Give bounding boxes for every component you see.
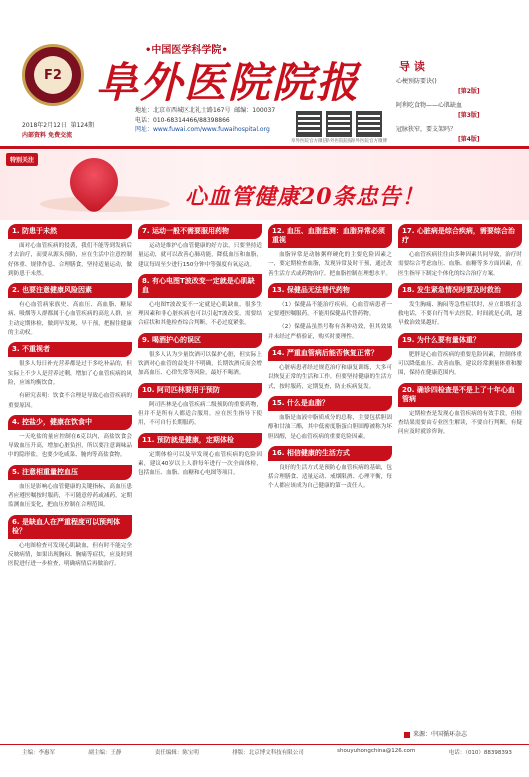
phone: 电话：010-68314466/88398866 bbox=[135, 116, 230, 124]
qr-label: 阜外医院官方微博 bbox=[351, 139, 387, 144]
section-heading: 13. 保健品无法替代药物 bbox=[268, 283, 392, 298]
section-heading: 9. 喝酒护心的误区 bbox=[138, 333, 262, 348]
section-paragraph: 心脏病患者经过规范治疗和康复训练，大多可以恢复正常的生活和工作，但要坚持健康的生活方式，按时服药，定期复查，防止疾病复发。 bbox=[268, 365, 392, 390]
section-heading: 15. 什么是血脂？ bbox=[268, 396, 392, 411]
section-heading: 17. 心脏病是综合疾病，需要综合治疗 bbox=[398, 224, 522, 248]
editor: 主编：李惠军 bbox=[22, 750, 56, 756]
qr-label: 阜外医院院报 bbox=[325, 139, 353, 144]
section-heading: 12. 血压、血脂监测：血脂异常必须重视 bbox=[268, 224, 392, 248]
section-paragraph: （1）保健品不能治疗疾病，心血管病患者一定要遵医嘱服药，不能用保健品代替药物。 bbox=[268, 301, 392, 318]
section-paragraph: 血压是影响心血管健康的关键指标，高血压患者应遵医嘱按时服药，不可随意停药或减药，定期监测血压变化，把血压控制在合理范围。 bbox=[8, 483, 132, 509]
column-1 bbox=[8, 224, 132, 574]
masthead bbox=[0, 0, 529, 145]
section-heading: 2. 也要注意健康风险因素 bbox=[8, 283, 132, 298]
section-paragraph: 血脂异常是动脉粥样硬化的主要危险因素之一，要定期检查血脂，发现异常及时干预，通过改善生活方式或药物治疗，把血脂控制在理想水平。 bbox=[268, 252, 392, 277]
footer bbox=[22, 748, 512, 756]
postcode: 邮编：100037 bbox=[234, 107, 276, 114]
toc-item[interactable]: 阿利吃食物——心肌缺血 bbox=[396, 102, 463, 109]
section-paragraph: 良好的生活方式是预防心血管疾病的基础，包括合理膳食、适量运动、戒烟限酒、心理平衡，每个人都应该成为自己健康的第一责任人。 bbox=[268, 464, 392, 490]
section-heading: 16. 相信健康的生活方式 bbox=[268, 446, 392, 461]
section-paragraph: 血脂是血液中脂质成分的总称，主要包括胆固醇和甘油三酯，其中低密度脂蛋白胆固醇被称为坏胆固醇，是心血管疾病的重要危险因素。 bbox=[268, 414, 392, 440]
section-heading: 8. 有心电图T波改变一定就是心肌缺血 bbox=[138, 274, 262, 298]
section-heading: 19. 为什么要有量体重？ bbox=[398, 333, 522, 348]
section-paragraph: 有心血管病家族史、高血压、高血脂、糖尿病、吸烟等人群都属于心血管疾病的高危人群，应主动定期体检，做到早发现、早干预，把握住健康的主动权。 bbox=[8, 302, 132, 337]
column-4 bbox=[398, 224, 522, 442]
issue-number: 第124期 bbox=[70, 122, 95, 129]
proofreader: 责任编辑：陈宝明 bbox=[154, 750, 199, 756]
toc-item[interactable]: 冠脉狭窄，要支架吗？ bbox=[396, 126, 457, 133]
toc-page-tag: [第2版] bbox=[458, 88, 480, 95]
section-heading: 18. 发生紧急情况时要及时救治 bbox=[398, 283, 522, 298]
section-heading: 10. 阿司匹林要用于预防 bbox=[138, 383, 262, 398]
section-paragraph: 一天吃盐的量应控制在6克以内，高盐饮食会导致血压升高，增加心脏负担，所以要注意调味品中的隐形盐，也要少吃咸菜、腌肉等高盐食物。 bbox=[8, 433, 132, 459]
footer-divider bbox=[0, 744, 529, 745]
masthead-divider bbox=[0, 146, 529, 149]
section-paragraph: 阿司匹林是心血管疾病二级预防的重要药物，但并不是所有人都适合服用，应在医生指导下使用，不可自行长期服药。 bbox=[138, 401, 262, 427]
section-paragraph: 定期检查是发现心血管疾病的有效手段，但检查结果需要由专业医生解读，不要自行判断，有疑问应及时就诊咨询。 bbox=[398, 410, 522, 436]
section-heading: 14. 严重血管病后能否恢复正常？ bbox=[268, 346, 392, 361]
feature-title: 心血管健康20条忠告！ bbox=[185, 184, 425, 210]
qr-code-icon bbox=[326, 111, 352, 137]
section-paragraph: 心电图检查可发现心肌缺血，但有时不能完全反映病情，如果出现胸闷、胸痛等症状，应及时到医院进行进一步检查，明确病情后再做治疗。 bbox=[8, 542, 132, 568]
newspaper-title: 阜外医院院报 bbox=[96, 58, 361, 107]
section-heading: 7. 运动一般不需要服用药物 bbox=[138, 224, 262, 239]
section-heading: 3. 不重视者 bbox=[8, 342, 132, 357]
qr-code-icon bbox=[356, 111, 382, 137]
section-paragraph: 有研究表明：饮食不合理是导致心血管疾病的重要原因。 bbox=[8, 393, 132, 409]
logo-mark: F2 bbox=[34, 56, 72, 94]
section-paragraph: 发生胸痛、胸闷等急性症状时，应立即拨打急救电话，不要自行驾车去医院，时间就是心肌，越早救治效果越好。 bbox=[398, 301, 522, 327]
section-paragraph: 肥胖是心血管疾病的重要危险因素，控制体重可以降低血压、改善血脂，建议经常测量体重和腰围，保持在健康范围内。 bbox=[398, 351, 522, 377]
section-paragraph: 很多人认为少量饮酒可以保护心脏，但实际上饮酒对心血管的益处并不明确，长期饮酒反而会增加高血压、心律失常等风险，最好不喝酒。 bbox=[138, 351, 262, 377]
address: 地址：北京市西城区北礼士路167号 bbox=[135, 107, 231, 114]
section-paragraph: 运动是维护心血管健康的好方法，只要坚持适量运动，就可以改善心肺功能，降低血压和血脂，建议每周至少进行150分钟中等强度有氧运动。 bbox=[138, 243, 262, 268]
toc-page-tag: [第3版] bbox=[458, 112, 480, 119]
layout-credit: 排版：北京博文科技有限公司 bbox=[232, 750, 304, 756]
section-heading: 5. 注意相重量控血压 bbox=[8, 465, 132, 480]
qr-code-icon bbox=[296, 111, 322, 137]
issue-info bbox=[22, 121, 94, 141]
footer-phone: 电话：（010）88398393 bbox=[448, 750, 512, 756]
section-heading: 6. 是缺血人在严重程度可以预判体检？ bbox=[8, 515, 132, 539]
qr-label: 阜外医院官方微信 bbox=[291, 139, 327, 144]
issue-date: 2018年2月12日 bbox=[22, 122, 67, 129]
section-heading: 11. 预防就是健康，定期体检 bbox=[138, 433, 262, 448]
column-2 bbox=[138, 224, 262, 482]
section-heading: 4. 控盐少，健康在饮食中 bbox=[8, 415, 132, 430]
section-paragraph: 定期体检可以及早发现心血管疾病的危险因素，建议40岁以上人群每年进行一次全面体检，包括血压、血脂、血糖和心电图等项目。 bbox=[138, 451, 262, 477]
section-heading: 1. 防患于未然 bbox=[8, 224, 132, 239]
column-3 bbox=[268, 224, 392, 496]
hospital-logo bbox=[22, 44, 84, 106]
section-paragraph: 心电图T波改变不一定就是心肌缺血，很多生理因素和非心脏疾病也可以引起T波改变，需要结合症状和其他检查综合判断，不必过度紧张。 bbox=[138, 301, 262, 327]
source-credit: 来源：中国循环杂志 bbox=[404, 729, 467, 738]
section-paragraph: （2）保健品虽然号称有各种功效，但其效果并未经过严格验证，购买时要理性。 bbox=[268, 324, 392, 340]
toc-page-tag: [第4版] bbox=[458, 136, 480, 143]
section-paragraph: 很多人每日补充营养都是过于多吃补品的，但实际上不少人是营养过剩，增加了心血管疾病的风险，应该均衡饮食。 bbox=[8, 361, 132, 386]
section-paragraph: 面对心血管疾病的侵袭，我们不能等到发病后才去治疗，而要从源头预防，应在生活中注意控制好体重、规律作息、合理膳食，坚持适量运动，做到防患于未然。 bbox=[8, 243, 132, 277]
toc-item[interactable]: 心梗预防要诀() bbox=[396, 78, 437, 85]
internal-note: 内部资料 免费交流 bbox=[22, 132, 73, 139]
website-link[interactable]: 网址：www.fuwai.com/www.fuwaihospital.org bbox=[135, 126, 270, 133]
contact-info bbox=[135, 106, 275, 135]
email[interactable]: shouyuhongchina@126.com bbox=[337, 748, 416, 754]
org-name: •中国医学科学院• bbox=[145, 45, 228, 56]
toc-title: 导 读 bbox=[399, 60, 425, 73]
section-paragraph: 心血管疾病往往由多种因素共同导致，治疗时需要综合考虑血压、血脂、血糖等多方面因素，在医生指导下制定个体化的综合治疗方案。 bbox=[398, 252, 522, 277]
section-heading: 20. 确诊四检查是不是上了十年心血管病 bbox=[398, 383, 522, 407]
exec-editor: 副主编：王静 bbox=[88, 750, 122, 756]
special-focus-badge: 特别关注 bbox=[6, 153, 38, 166]
